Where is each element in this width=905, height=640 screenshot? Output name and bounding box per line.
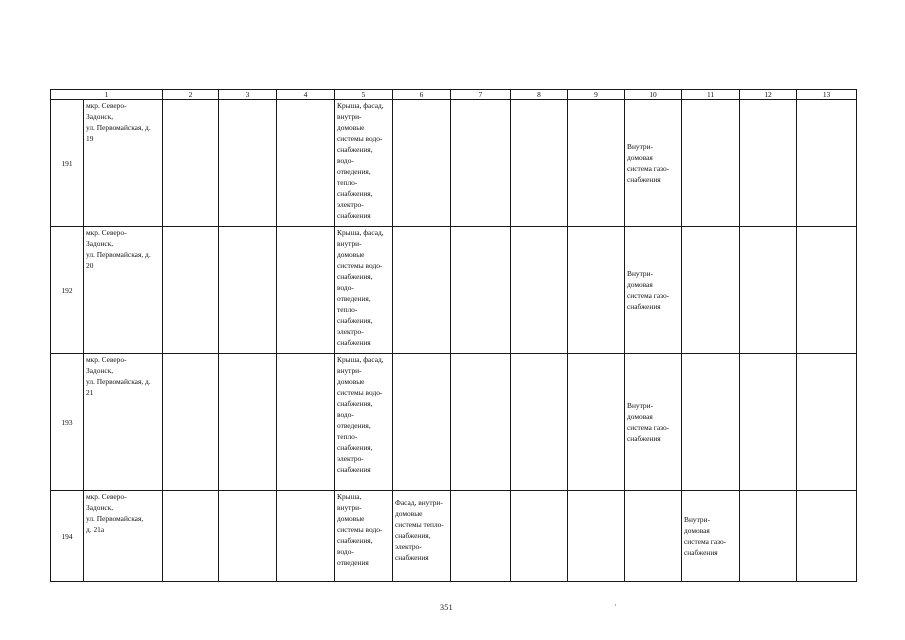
cell-col-9 <box>568 227 625 354</box>
row-number: 191 <box>51 100 84 227</box>
cell-col-2 <box>163 100 219 227</box>
cell-col-4 <box>277 354 335 491</box>
cell-col-10: Внутри- домовая система газо- снабжения <box>625 100 682 227</box>
cell-col-8 <box>511 491 568 582</box>
col-header-10: 10 <box>625 90 682 100</box>
cell-col-13 <box>797 100 857 227</box>
cell-col-2 <box>163 227 219 354</box>
cell-col-5: Крыша, фасад, внутри- домовые системы водо- снабжения, водо- отведения, тепло- снабжения, электро- снабжения <box>335 100 393 227</box>
row-number: 192 <box>51 227 84 354</box>
table-row <box>51 100 857 227</box>
cell-col-5: Крыша, фасад, внутри- домовые системы водо- снабжения, водо- отведения, тепло- снабжения, электро- снабжения <box>335 354 393 491</box>
cell-col-9 <box>568 100 625 227</box>
row-number: 193 <box>51 354 84 491</box>
table-row <box>51 491 857 582</box>
page-number: 351 <box>440 603 453 612</box>
col-header-7: 7 <box>451 90 511 100</box>
cell-col-12 <box>740 491 797 582</box>
cell-col-5: Крыша, фасад, внутри- домовые системы водо- снабжения, водо- отведения, тепло- снабжения, электро- снабжения <box>335 227 393 354</box>
col-header-12: 12 <box>740 90 797 100</box>
cell-col-4 <box>277 491 335 582</box>
cell-col-8 <box>511 100 568 227</box>
cell-col-2 <box>163 354 219 491</box>
cell-col-3 <box>219 100 277 227</box>
address-cell: мкр. Северо- Задонск, ул. Первомайская, д. 19 <box>84 100 163 227</box>
footer-mark: · <box>614 601 617 610</box>
cell-col-3 <box>219 354 277 491</box>
cell-col-12 <box>740 354 797 491</box>
cell-col-12 <box>740 227 797 354</box>
cell-col-4 <box>277 227 335 354</box>
cell-col-6 <box>393 227 451 354</box>
cell-col-6 <box>393 100 451 227</box>
col-header-8: 8 <box>511 90 568 100</box>
cell-col-13 <box>797 227 857 354</box>
col-header-3: 3 <box>219 90 277 100</box>
cell-col-8 <box>511 354 568 491</box>
col-header-4: 4 <box>277 90 335 100</box>
cell-col-3 <box>219 491 277 582</box>
cell-col-2 <box>163 491 219 582</box>
col-header-13: 13 <box>797 90 857 100</box>
cell-col-6 <box>393 354 451 491</box>
cell-col-7 <box>451 227 511 354</box>
row-number: 194 <box>51 491 84 582</box>
cell-col-11 <box>682 227 740 354</box>
cell-col-7 <box>451 354 511 491</box>
col-header-1: 1 <box>51 90 163 100</box>
cell-col-7 <box>451 100 511 227</box>
cell-col-13 <box>797 491 857 582</box>
cell-col-3 <box>219 227 277 354</box>
col-header-11: 11 <box>682 90 740 100</box>
cell-col-11 <box>682 100 740 227</box>
cell-col-9 <box>568 354 625 491</box>
header-row <box>51 90 857 100</box>
cell-col-7 <box>451 491 511 582</box>
col-header-5: 5 <box>335 90 393 100</box>
cell-col-11 <box>682 354 740 491</box>
cell-col-10: Внутри- домовая система газо- снабжения <box>625 227 682 354</box>
table-row <box>51 227 857 354</box>
cell-col-13 <box>797 354 857 491</box>
table-row <box>51 354 857 491</box>
col-header-9: 9 <box>568 90 625 100</box>
address-cell: мкр. Северо- Задонск, ул. Первомайская, д. 21а <box>84 491 163 582</box>
col-header-6: 6 <box>393 90 451 100</box>
cell-col-5: Крыша, внутри- домовые системы водо- снабжения, водо- отведения <box>335 491 393 582</box>
cell-col-11: Внутри- домовая система газо- снабжения <box>682 491 740 582</box>
cell-col-10 <box>625 491 682 582</box>
address-cell: мкр. Северо- Задонск, ул. Первомайская, д. 21 <box>84 354 163 491</box>
cell-col-8 <box>511 227 568 354</box>
cell-col-4 <box>277 100 335 227</box>
works-table <box>50 89 857 582</box>
cell-col-12 <box>740 100 797 227</box>
address-cell: мкр. Северо- Задонск, ул. Первомайская, д. 20 <box>84 227 163 354</box>
cell-col-10: Внутри- домовая система газо- снабжения <box>625 354 682 491</box>
col-header-2: 2 <box>163 90 219 100</box>
cell-col-6: Фасад, внутри- домовые системы тепло- снабжения, электро- снабжения <box>393 491 451 582</box>
cell-col-9 <box>568 491 625 582</box>
